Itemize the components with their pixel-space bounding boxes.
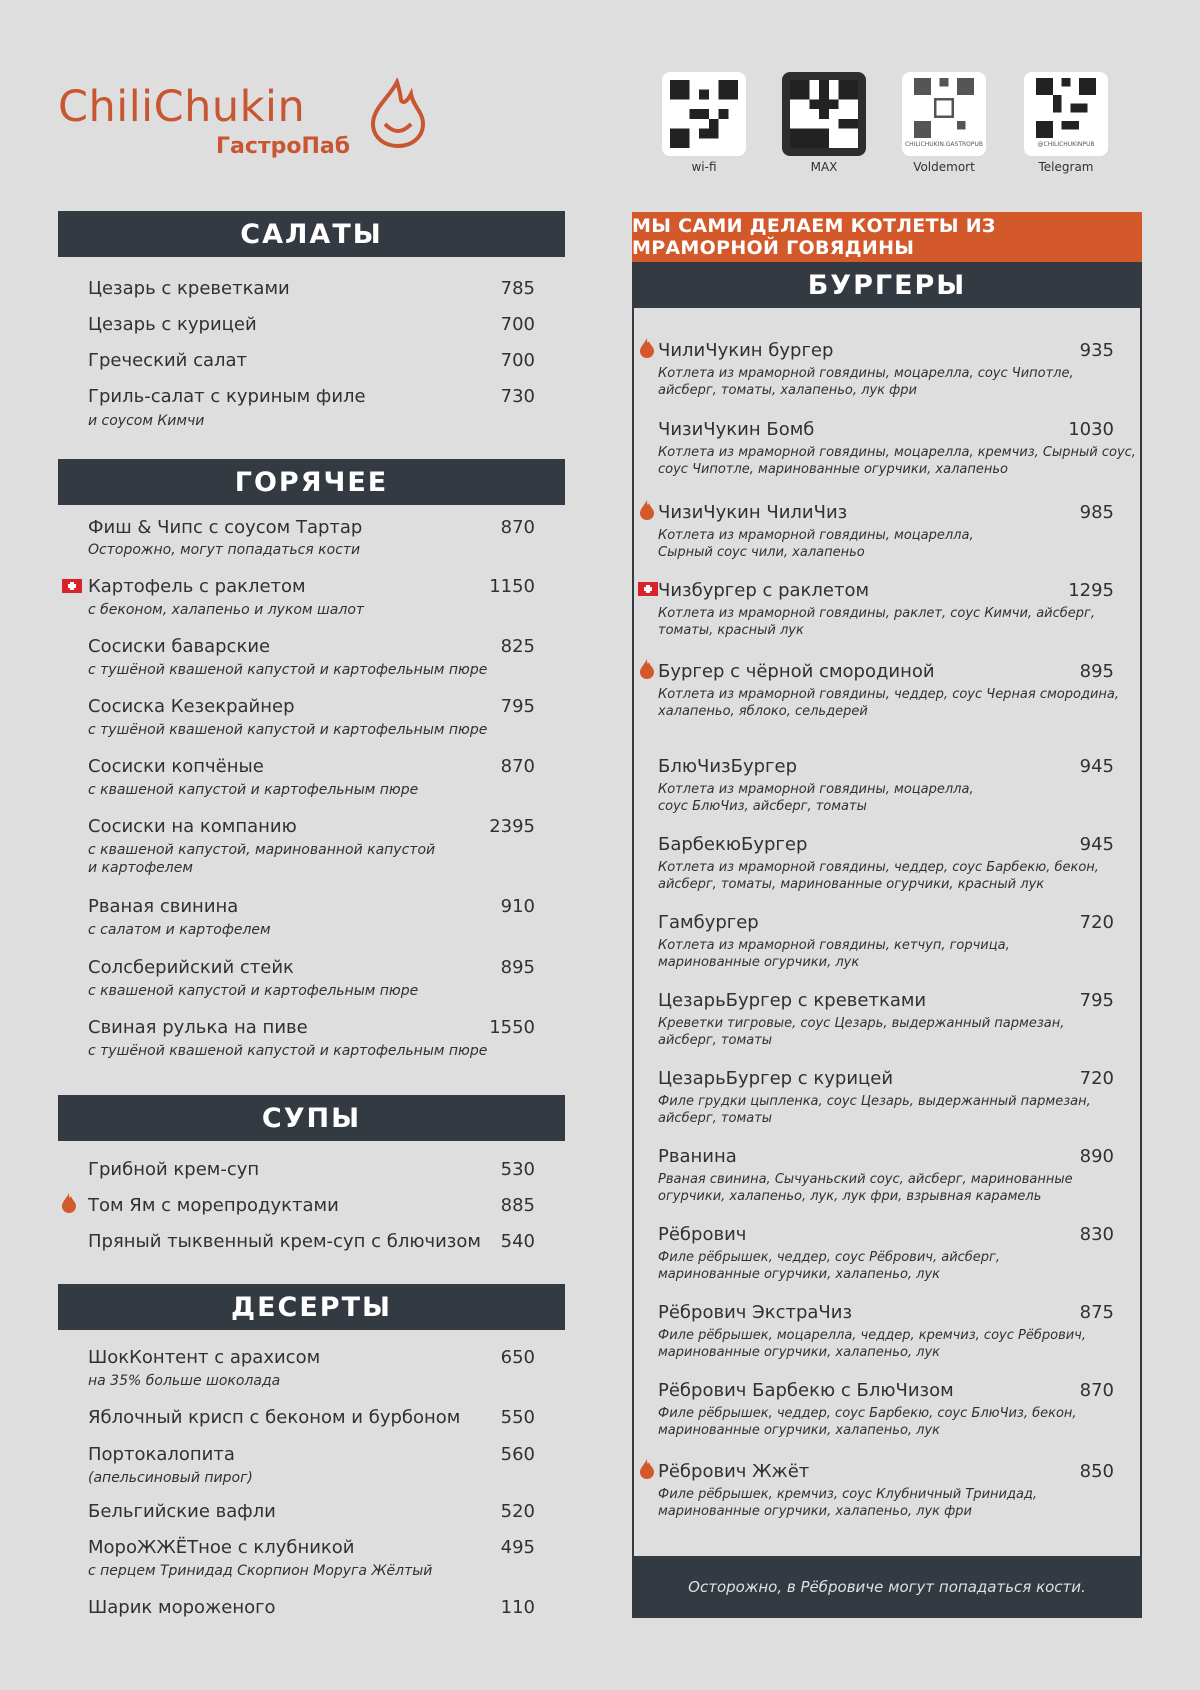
item-price: 1550 bbox=[489, 1017, 535, 1038]
chili-icon bbox=[639, 500, 655, 520]
item-description: с тушёной квашеной капустой и картофельным пюре bbox=[88, 722, 488, 738]
item-price: 785 bbox=[500, 278, 535, 299]
qr-caption: @CHILICHUKINPUB bbox=[1037, 141, 1095, 148]
item-price: 850 bbox=[1079, 1461, 1114, 1482]
item-price: 875 bbox=[1079, 1302, 1114, 1323]
item-price: 560 bbox=[500, 1444, 535, 1465]
item-name: Картофель с раклетом bbox=[88, 576, 306, 597]
item-name: Рёбрович ЭкстраЧиз bbox=[658, 1302, 853, 1323]
qr-label: wi-fi bbox=[691, 160, 717, 174]
chili-icon bbox=[639, 338, 655, 358]
item-price: 870 bbox=[500, 517, 535, 538]
item-name: БарбекюБургер bbox=[658, 834, 808, 855]
item-description: айсберг, томаты, маринованные огурчики, красный лук bbox=[658, 877, 1045, 892]
qr-code-icon bbox=[782, 72, 866, 156]
item-name: Яблочный крисп с беконом и бурбоном bbox=[88, 1407, 461, 1428]
qr-code-row bbox=[662, 72, 1112, 182]
chili-icon bbox=[639, 1459, 655, 1479]
chili-flame-logo-icon bbox=[367, 78, 429, 150]
item-description: Котлета из мраморной говядины, чеддер, соус Черная смородина, bbox=[658, 687, 1120, 702]
item-name: Гриль-салат с куриным филе bbox=[88, 386, 366, 407]
item-description: Котлета из мраморной говядины, раклет, соус Кимчи, айсберг, bbox=[658, 606, 1095, 621]
item-description: Сырный соус чили, халапеньо bbox=[658, 545, 865, 560]
item-price: 700 bbox=[500, 350, 535, 371]
item-price: 825 bbox=[500, 636, 535, 657]
qr-caption: CHILICHUKIN.GASTROPUB bbox=[904, 141, 984, 148]
item-name: Рванина bbox=[658, 1146, 737, 1167]
section-title-salads: САЛАТЫ bbox=[58, 211, 565, 257]
item-name: ЦезарьБургер с креветками bbox=[658, 990, 927, 1011]
item-description: айсберг, томаты, халапеньо, лук фри bbox=[658, 383, 917, 398]
section-title-hot: ГОРЯЧЕЕ bbox=[58, 459, 565, 505]
item-price: 830 bbox=[1079, 1224, 1114, 1245]
item-name: Портокалопита bbox=[88, 1444, 235, 1465]
item-description: Филе рёбрышек, чеддер, соус Барбекю, соус БлюЧиз, бекон, bbox=[658, 1406, 1077, 1421]
item-description: с салатом и картофелем bbox=[88, 922, 271, 938]
item-description: соус Чипотле, маринованные огурчики, халапеньо bbox=[658, 462, 1008, 477]
item-description: и соусом Кимчи bbox=[88, 413, 205, 429]
item-description: маринованные огурчики, халапеньо, лук bbox=[658, 1423, 941, 1438]
item-description: с квашеной капустой и картофельным пюре bbox=[88, 782, 419, 798]
item-name: Чизбургер с раклетом bbox=[658, 580, 870, 601]
item-name: Рваная свинина bbox=[88, 896, 239, 917]
item-name: Греческий салат bbox=[88, 350, 248, 371]
item-description: маринованные огурчики, халапеньо, лук bbox=[658, 1345, 941, 1360]
item-price: 870 bbox=[1079, 1380, 1114, 1401]
item-name: ЧизиЧукин Бомб bbox=[658, 419, 815, 440]
item-description: томаты, красный лук bbox=[658, 623, 804, 638]
item-price: 720 bbox=[1079, 1068, 1114, 1089]
item-price: 720 bbox=[1079, 912, 1114, 933]
item-price: 895 bbox=[500, 957, 535, 978]
item-price: 885 bbox=[500, 1195, 535, 1216]
item-price: 1030 bbox=[1068, 419, 1114, 440]
item-description: Креветки тигровые, соус Цезарь, выдержанный пармезан, bbox=[658, 1016, 1065, 1031]
item-description: Котлета из мраморной говядины, моцарелла, bbox=[658, 528, 974, 543]
qr-code-icon bbox=[662, 72, 746, 156]
item-price: 495 bbox=[500, 1537, 535, 1558]
item-price: 985 bbox=[1079, 502, 1114, 523]
swiss-flag-icon bbox=[62, 579, 82, 593]
item-description: халапеньо, яблоко, сельдерей bbox=[658, 704, 868, 719]
qr-code-icon bbox=[902, 72, 986, 156]
item-name: Сосиска Кезекрайнер bbox=[88, 696, 295, 717]
qr-label: Voldemort bbox=[913, 160, 975, 174]
item-name: Сосиски на компанию bbox=[88, 816, 297, 837]
section-title-soups: СУПЫ bbox=[58, 1095, 565, 1141]
item-description: (апельсиновый пирог) bbox=[88, 1470, 253, 1486]
item-name: Грибной крем-суп bbox=[88, 1159, 260, 1180]
qr-wifi[interactable] bbox=[662, 72, 746, 174]
swiss-flag-icon bbox=[638, 582, 658, 596]
item-price: 795 bbox=[1079, 990, 1114, 1011]
item-name: Пряный тыквенный крем-суп с блючизом bbox=[88, 1231, 481, 1252]
item-description: Филе рёбрышек, кремчиз, соус Клубничный Тринидад, bbox=[658, 1487, 1038, 1502]
item-price: 650 bbox=[500, 1347, 535, 1368]
item-description: айсберг, томаты bbox=[658, 1111, 773, 1126]
item-description: маринованные огурчики, халапеньо, лук bbox=[658, 1267, 941, 1282]
item-description: Филе грудки цыпленка, соус Цезарь, выдержанный пармезан, bbox=[658, 1094, 1091, 1109]
item-name: Рёбрович Жжёт bbox=[658, 1461, 810, 1482]
item-description: с квашеной капустой и картофельным пюре bbox=[88, 983, 419, 999]
item-name: Шарик мороженого bbox=[88, 1597, 276, 1618]
item-price: 730 bbox=[500, 386, 535, 407]
item-name: ЦезарьБургер с курицей bbox=[658, 1068, 894, 1089]
item-name: Том Ям с морепродуктами bbox=[88, 1195, 339, 1216]
item-price: 890 bbox=[1079, 1146, 1114, 1167]
section-title-desserts: ДЕСЕРТЫ bbox=[58, 1284, 565, 1330]
item-name: Бургер с чёрной смородиной bbox=[658, 661, 935, 682]
item-name: Рёбрович Барбекю с БлюЧизом bbox=[658, 1380, 954, 1401]
qr-code-icon bbox=[1024, 72, 1108, 156]
qr-label: MAX bbox=[810, 160, 838, 174]
chili-icon bbox=[61, 1193, 77, 1213]
item-price: 520 bbox=[500, 1501, 535, 1522]
item-description: Котлета из мраморной говядины, чеддер, соус Барбекю, бекон, bbox=[658, 860, 1099, 875]
item-description: с беконом, халапеньо и луком шалот bbox=[88, 602, 365, 618]
item-name: ЧилиЧукин бургер bbox=[658, 340, 834, 361]
section-title-burgers: БУРГЕРЫ bbox=[632, 262, 1142, 308]
item-description: огурчики, халапеньо, лук, лук фри, взрывная карамель bbox=[658, 1189, 1042, 1204]
burgers-banner: МЫ САМИ ДЕЛАЕМ КОТЛЕТЫ ИЗ МРАМОРНОЙ ГОВЯДИНЫ bbox=[632, 212, 1142, 262]
item-description: Котлета из мраморной говядины, моцарелла, соус Чипотле, bbox=[658, 366, 1074, 381]
item-name: ЧизиЧукин ЧилиЧиз bbox=[658, 502, 848, 523]
item-description: Рваная свинина, Сычуаньский соус, айсберг, маринованные bbox=[658, 1172, 1073, 1187]
qr-voldemort[interactable] bbox=[902, 72, 986, 174]
item-description: маринованные огурчики, лук bbox=[658, 955, 860, 970]
item-price: 910 bbox=[500, 896, 535, 917]
item-price: 945 bbox=[1079, 834, 1114, 855]
item-description: с тушёной квашеной капустой и картофельным пюре bbox=[88, 1043, 488, 1059]
item-price: 1295 bbox=[1068, 580, 1114, 601]
item-name: Цезарь с курицей bbox=[88, 314, 257, 335]
item-price: 795 bbox=[500, 696, 535, 717]
item-description: Осторожно, могут попадаться кости bbox=[88, 542, 361, 558]
item-name: Сосиски копчёные bbox=[88, 756, 264, 777]
chili-icon bbox=[639, 659, 655, 679]
item-price: 540 bbox=[500, 1231, 535, 1252]
item-name: Гамбургер bbox=[658, 912, 759, 933]
item-description: Филе рёбрышек, чеддер, соус Рёбрович, айсберг, bbox=[658, 1250, 1001, 1265]
item-description: с квашеной капустой, маринованной капустой bbox=[88, 842, 436, 858]
item-price: 110 bbox=[500, 1597, 535, 1618]
burgers-footnote: Осторожно, в Рёбровиче могут попадаться кости. bbox=[632, 1556, 1142, 1618]
item-description: маринованные огурчики, халапеньо, лук фри bbox=[658, 1504, 972, 1519]
qr-label: Telegram bbox=[1038, 160, 1094, 174]
item-name: Свиная рулька на пиве bbox=[88, 1017, 308, 1038]
item-description: айсберг, томаты bbox=[658, 1033, 773, 1048]
item-description: Котлета из мраморной говядины, кетчуп, горчица, bbox=[658, 938, 1010, 953]
item-name: Сосиски баварские bbox=[88, 636, 271, 657]
item-name: ШокКонтент с арахисом bbox=[88, 1347, 321, 1368]
item-price: 895 bbox=[1079, 661, 1114, 682]
item-name: Фиш & Чипс с соусом Тартар bbox=[88, 517, 363, 538]
item-description: на 35% больше шоколада bbox=[88, 1373, 281, 1389]
item-description: Филе рёбрышек, моцарелла, чеддер, кремчиз, соус Рёбрович, bbox=[658, 1328, 1086, 1343]
qr-max[interactable] bbox=[782, 72, 866, 174]
item-description: Котлета из мраморной говядины, моцарелла, кремчиз, Сырный соус, bbox=[658, 445, 1136, 460]
item-name: Рёбрович bbox=[658, 1224, 747, 1245]
item-price: 530 bbox=[500, 1159, 535, 1180]
item-name: Солсберийский стейк bbox=[88, 957, 294, 978]
item-price: 1150 bbox=[489, 576, 535, 597]
item-price: 935 bbox=[1079, 340, 1114, 361]
item-description: с перцем Тринидад Скорпион Моруга Жёлтый bbox=[88, 1563, 433, 1579]
logo bbox=[58, 78, 448, 168]
item-name: БлюЧизБургер bbox=[658, 756, 797, 777]
item-price: 870 bbox=[500, 756, 535, 777]
item-price: 2395 bbox=[489, 816, 535, 837]
qr-telegram[interactable] bbox=[1024, 72, 1108, 174]
item-name: Цезарь с креветками bbox=[88, 278, 290, 299]
item-price: 700 bbox=[500, 314, 535, 335]
item-description: с тушёной квашеной капустой и картофельным пюре bbox=[88, 662, 488, 678]
item-description: и картофелем bbox=[88, 860, 193, 876]
item-description: Котлета из мраморной говядины, моцарелла, bbox=[658, 782, 974, 797]
item-name: МороЖЖЁТное с клубникой bbox=[88, 1537, 355, 1558]
item-price: 550 bbox=[500, 1407, 535, 1428]
item-description: соус БлюЧиз, айсберг, томаты bbox=[658, 799, 867, 814]
brand-subtitle: ГастроПаб bbox=[216, 134, 351, 159]
item-price: 945 bbox=[1079, 756, 1114, 777]
item-name: Бельгийские вафли bbox=[88, 1501, 276, 1522]
brand-name: ChiliChukin bbox=[58, 82, 306, 132]
